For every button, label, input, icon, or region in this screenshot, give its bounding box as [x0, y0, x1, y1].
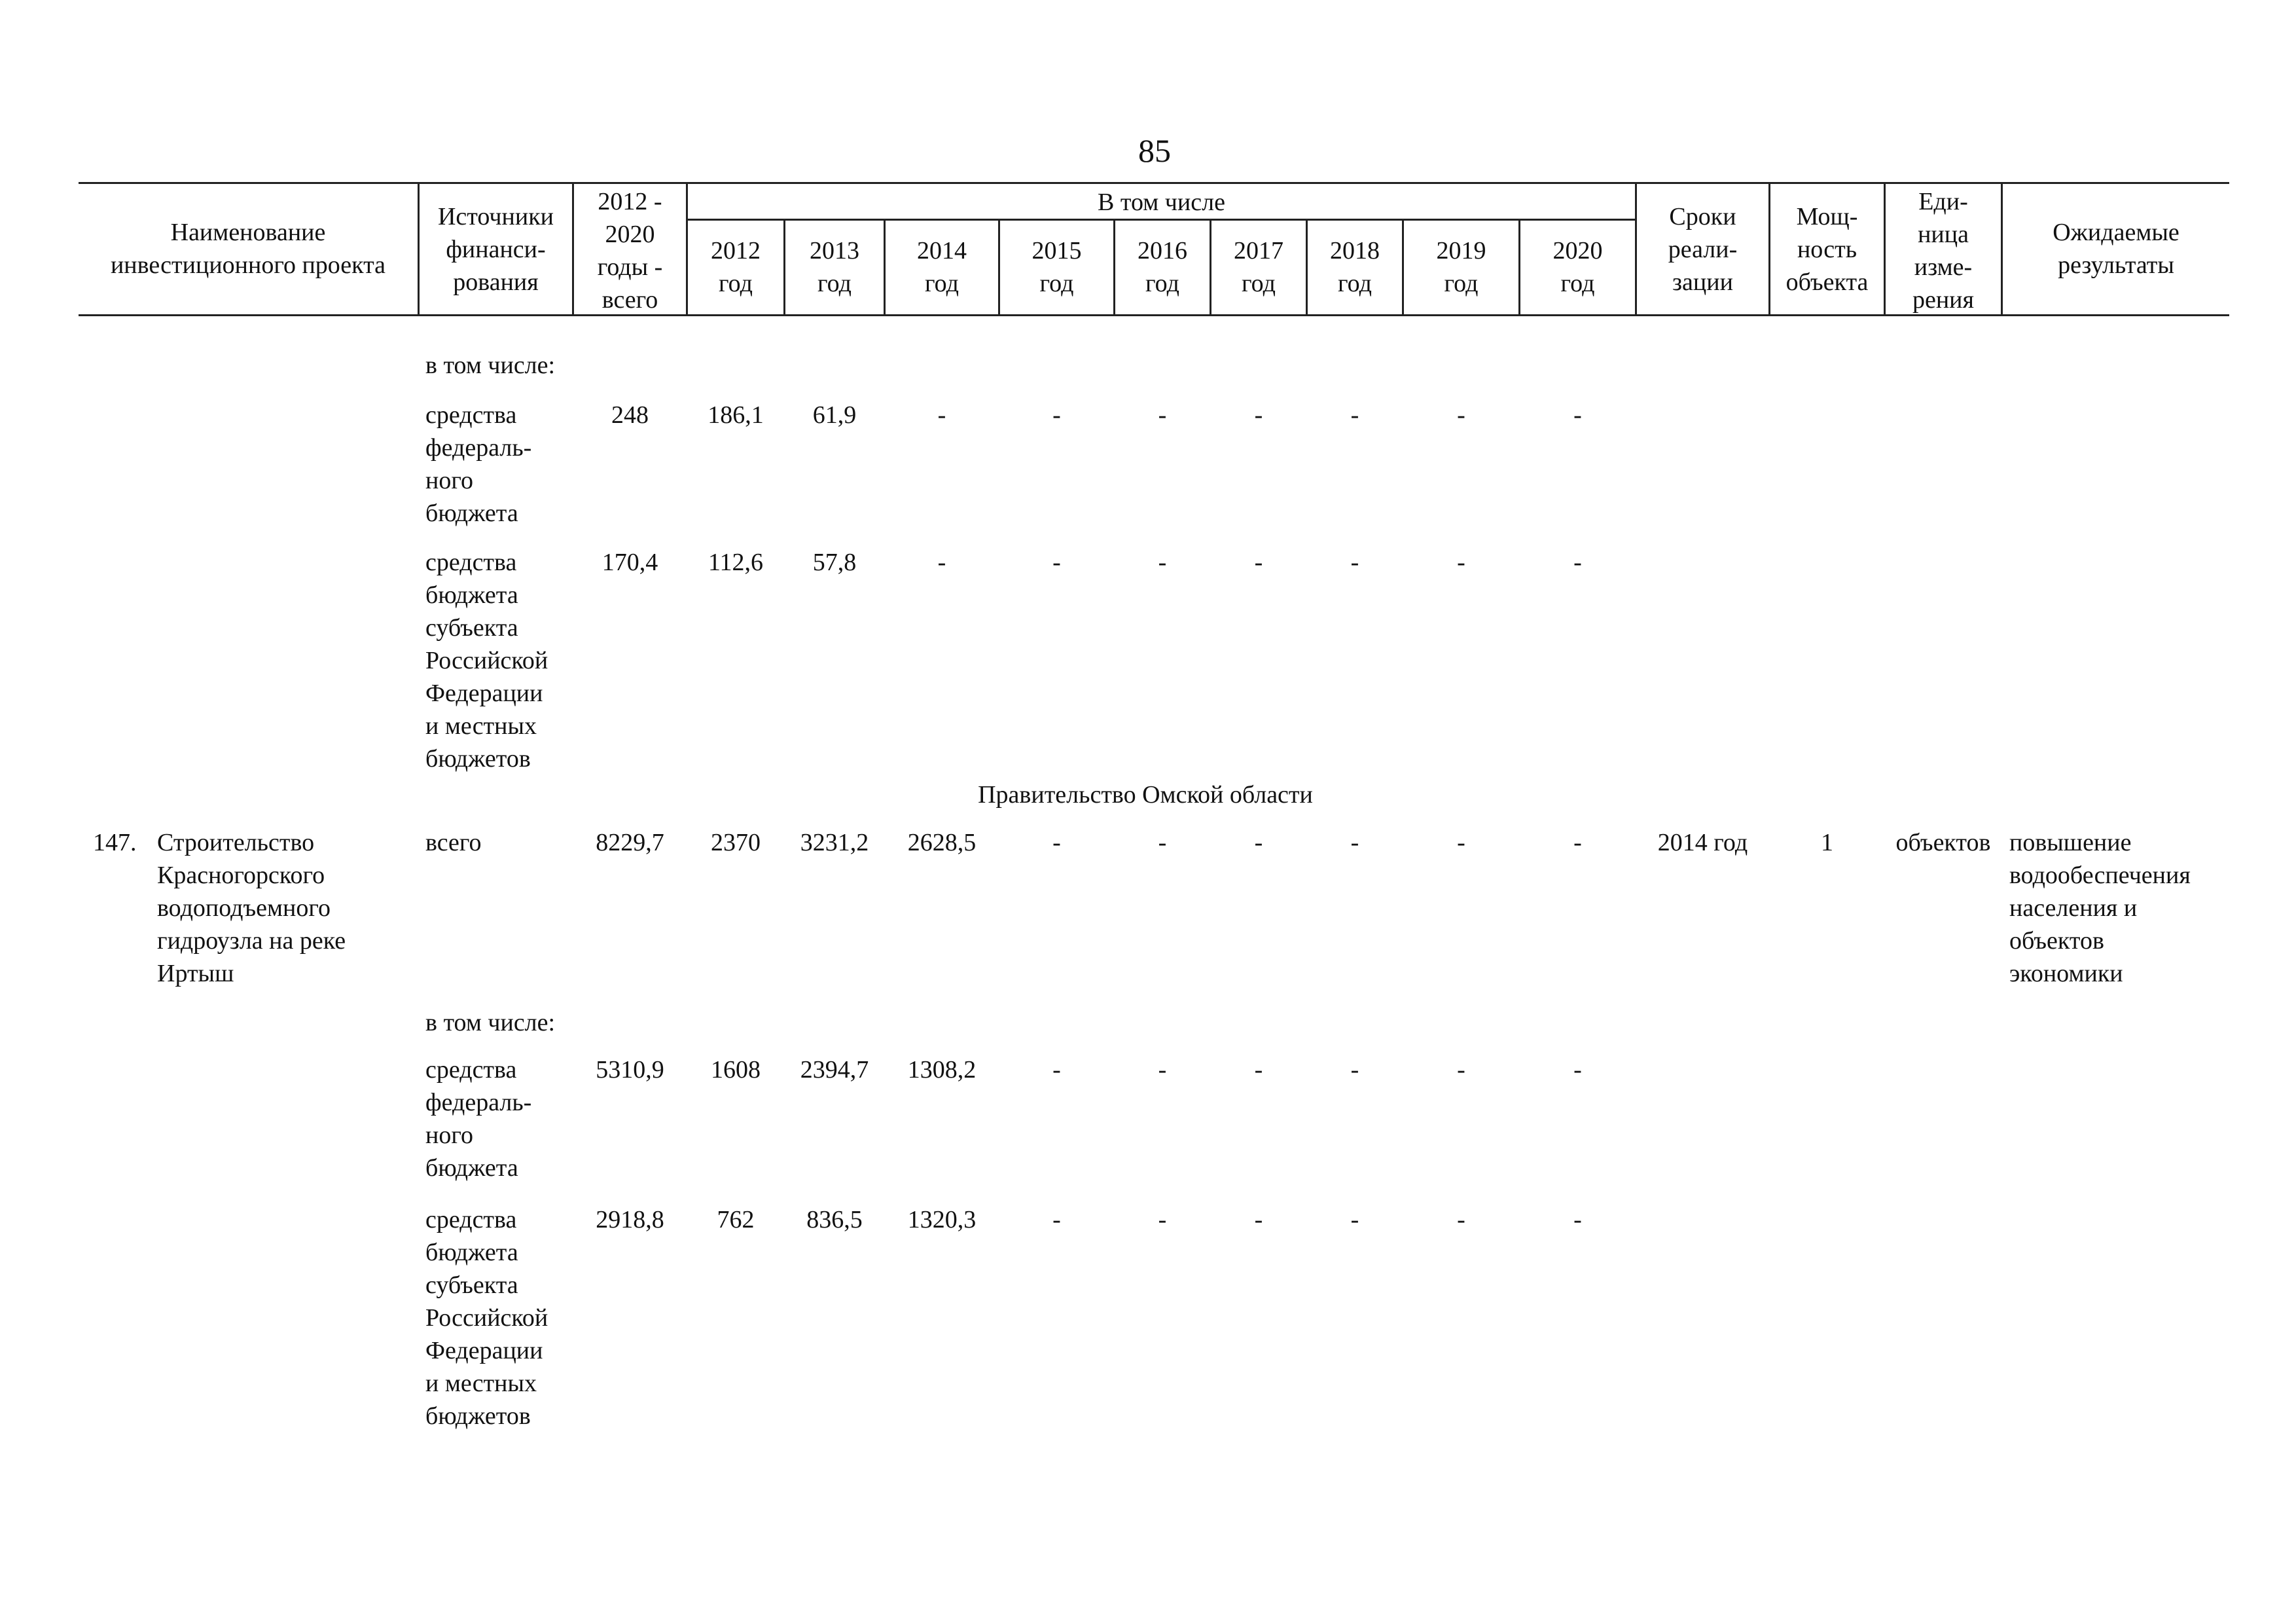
header-capacity: Мощ- ность объекта [1785, 203, 1869, 296]
section-title: Правительство Омской области [978, 781, 1313, 809]
cell-2014: 1308,2 [907, 1056, 977, 1084]
header-sources: Источники финанси- рования [437, 203, 554, 296]
cell-2013: 836,5 [806, 1206, 863, 1233]
cell-2015: - [1052, 549, 1061, 576]
cell-2017: - [1254, 1056, 1263, 1084]
cell-2017: - [1254, 1206, 1263, 1233]
header-top-rule [79, 182, 2229, 184]
cell-2012: 1608 [711, 1056, 761, 1084]
cell-2020: - [1573, 401, 1582, 429]
header-year-2017: 2017 год [1234, 237, 1283, 297]
cell-unit: объектов [1895, 829, 1991, 856]
cell-2020: - [1573, 1056, 1582, 1084]
including-label: в том числе: [425, 1009, 556, 1036]
cell-term: 2014 год [1657, 829, 1748, 856]
source-regional-label: средства бюджета субъекта Российской Федерации и местных бюджетов [425, 1206, 548, 1430]
header-including: В том числе [1098, 189, 1225, 216]
cell-2020: - [1573, 549, 1582, 576]
cell-capacity: 1 [1821, 829, 1833, 856]
cell-2012: 186,1 [708, 401, 764, 429]
cell-2013: 57,8 [812, 549, 857, 576]
cell-2015: - [1052, 1056, 1061, 1084]
cell-2017: - [1254, 829, 1263, 856]
cell-2014: - [937, 401, 946, 429]
cell-2020: - [1573, 1206, 1582, 1233]
cell-total: 170,4 [601, 549, 658, 576]
cell-total: 8229,7 [596, 829, 664, 856]
header-year-2013: 2013 год [810, 237, 859, 297]
header-year-2019: 2019 год [1436, 237, 1486, 297]
cell-2018: - [1350, 549, 1359, 576]
cell-2016: - [1158, 549, 1167, 576]
cell-result: повышение водообеспечения населения и объектов экономики [2009, 829, 2191, 987]
header-unit: Еди- ница изме- рения [1912, 188, 1975, 314]
cell-2014: 1320,3 [907, 1206, 977, 1233]
source-federal-label: средства федераль- ного бюджета [425, 1056, 532, 1182]
cell-2020: - [1573, 829, 1582, 856]
page-number: 85 [1138, 132, 1171, 169]
cell-2012: 762 [717, 1206, 755, 1233]
cell-total: 2918,8 [596, 1206, 664, 1233]
header-name: Наименование инвестиционного проекта [110, 219, 386, 279]
including-label: в том числе: [425, 352, 556, 379]
cell-2018: - [1350, 1056, 1359, 1084]
subheader-rule [686, 219, 1635, 221]
header-total: 2012 - 2020 годы - всего [597, 188, 663, 314]
cell-2019: - [1457, 829, 1465, 856]
cell-2013: 61,9 [812, 401, 857, 429]
cell-2019: - [1457, 549, 1465, 576]
cell-2013: 3231,2 [800, 829, 869, 856]
cell-2012: 112,6 [708, 549, 764, 576]
header-year-2020: 2020 год [1552, 237, 1603, 297]
cell-2018: - [1350, 1206, 1359, 1233]
cell-total: 5310,9 [596, 1056, 664, 1084]
cell-2015: - [1052, 401, 1061, 429]
header-year-2015: 2015 год [1031, 237, 1082, 297]
source-federal-label: средства федераль- ного бюджета [425, 401, 532, 527]
cell-2016: - [1158, 401, 1167, 429]
cell-2013: 2394,7 [800, 1056, 869, 1084]
cell-2018: - [1350, 401, 1359, 429]
cell-total: 248 [611, 401, 649, 429]
header-results: Ожидаемые результаты [2053, 219, 2179, 279]
cell-2014: 2628,5 [907, 829, 977, 856]
source-total-label: всего [425, 829, 482, 856]
cell-2018: - [1350, 829, 1359, 856]
cell-2015: - [1052, 829, 1061, 856]
cell-2017: - [1254, 401, 1263, 429]
cell-2019: - [1457, 1206, 1465, 1233]
header-year-2016: 2016 год [1138, 237, 1187, 297]
cell-2016: - [1158, 1206, 1167, 1233]
header-terms: Сроки реали- зации [1668, 203, 1738, 296]
header-year-2018: 2018 год [1330, 237, 1380, 297]
header-year-2012: 2012 год [711, 237, 761, 297]
cell-2017: - [1254, 549, 1263, 576]
cell-2019: - [1457, 401, 1465, 429]
cell-2019: - [1457, 1056, 1465, 1084]
cell-2014: - [937, 549, 946, 576]
cell-2016: - [1158, 1056, 1167, 1084]
cell-2015: - [1052, 1206, 1061, 1233]
project-number: 147. [93, 829, 137, 856]
header-year-2014: 2014 год [917, 237, 967, 297]
cell-2012: 2370 [711, 829, 761, 856]
cell-2016: - [1158, 829, 1167, 856]
project-name: Строительство Красногорского водоподъемного гидроузла на реке Иртыш [157, 829, 346, 987]
source-regional-label: средства бюджета субъекта Российской Федерации и местных бюджетов [425, 549, 548, 773]
